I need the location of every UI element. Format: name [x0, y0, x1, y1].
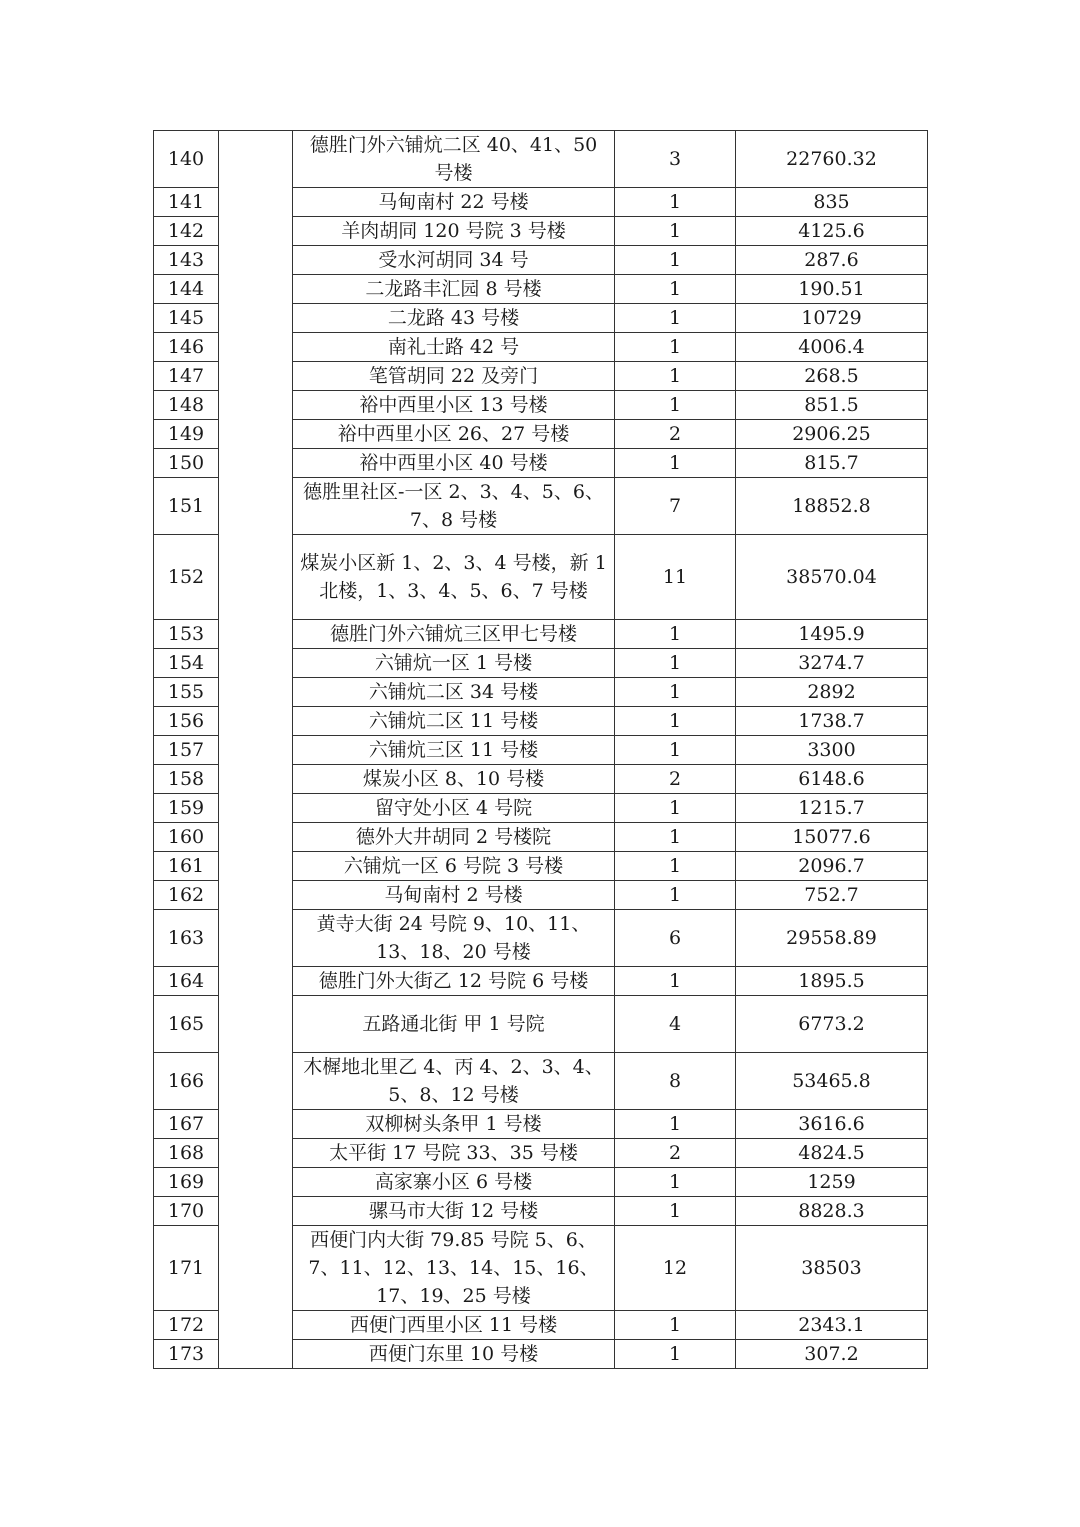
row-area: 6773.2: [736, 996, 928, 1053]
row-area: 287.6: [736, 246, 928, 275]
row-area: 1259: [736, 1168, 928, 1197]
row-number: 150: [154, 449, 219, 478]
row-number: 170: [154, 1197, 219, 1226]
row-count: 1: [615, 881, 736, 910]
row-count: 1: [615, 620, 736, 649]
row-address: 马甸南村 2 号楼: [293, 881, 615, 910]
row-address: 骡马市大街 12 号楼: [293, 1197, 615, 1226]
row-count: 2: [615, 765, 736, 794]
row-number: 148: [154, 391, 219, 420]
row-number: 142: [154, 217, 219, 246]
buildings-table: [153, 130, 928, 1369]
row-address: 受水河胡同 34 号: [293, 246, 615, 275]
row-number: 143: [154, 246, 219, 275]
row-area: 2892: [736, 678, 928, 707]
row-address: 留守处小区 4 号院: [293, 794, 615, 823]
row-area: 1495.9: [736, 620, 928, 649]
row-address: 煤炭小区 8、10 号楼: [293, 765, 615, 794]
row-count: 1: [615, 246, 736, 275]
row-address: 西便门内大街 79.85 号院 5、6、7、11、12、13、14、15、16、17、19、25 号楼: [293, 1226, 615, 1311]
row-number: 172: [154, 1311, 219, 1340]
row-address: 羊肉胡同 120 号院 3 号楼: [293, 217, 615, 246]
row-number: 144: [154, 275, 219, 304]
row-number: 158: [154, 765, 219, 794]
row-address: 德胜门外六铺炕三区甲七号楼: [293, 620, 615, 649]
row-address: 德外大井胡同 2 号楼院: [293, 823, 615, 852]
row-count: 7: [615, 478, 736, 535]
row-address: 西便门西里小区 11 号楼: [293, 1311, 615, 1340]
row-area: 3616.6: [736, 1110, 928, 1139]
row-count: 4: [615, 996, 736, 1053]
row-number: 153: [154, 620, 219, 649]
row-area: 4006.4: [736, 333, 928, 362]
row-area: 1895.5: [736, 967, 928, 996]
row-address: 煤炭小区新 1、2、3、4 号楼，新 1 北楼，1、3、4、5、6、7 号楼: [293, 535, 615, 620]
row-number: 171: [154, 1226, 219, 1311]
row-area: 2343.1: [736, 1311, 928, 1340]
row-count: 1: [615, 707, 736, 736]
row-address: 裕中西里小区 40 号楼: [293, 449, 615, 478]
row-area: 38570.04: [736, 535, 928, 620]
row-count: 1: [615, 391, 736, 420]
row-count: 1: [615, 1311, 736, 1340]
row-address: 二龙路 43 号楼: [293, 304, 615, 333]
row-count: 8: [615, 1053, 736, 1110]
row-address: 马甸南村 22 号楼: [293, 188, 615, 217]
row-area: 190.51: [736, 275, 928, 304]
row-count: 2: [615, 1139, 736, 1168]
row-area: 307.2: [736, 1340, 928, 1369]
row-count: 1: [615, 275, 736, 304]
row-number: 173: [154, 1340, 219, 1369]
row-area: 268.5: [736, 362, 928, 391]
row-area: 6148.6: [736, 765, 928, 794]
row-area: 4824.5: [736, 1139, 928, 1168]
row-address: 高家寨小区 6 号楼: [293, 1168, 615, 1197]
row-address: 双柳树头条甲 1 号楼: [293, 1110, 615, 1139]
row-count: 1: [615, 449, 736, 478]
row-address: 裕中西里小区 13 号楼: [293, 391, 615, 420]
row-count: 1: [615, 852, 736, 881]
row-count: 1: [615, 1168, 736, 1197]
row-number: 145: [154, 304, 219, 333]
row-address: 太平街 17 号院 33、35 号楼: [293, 1139, 615, 1168]
row-area: 1738.7: [736, 707, 928, 736]
row-area: 29558.89: [736, 910, 928, 967]
row-number: 169: [154, 1168, 219, 1197]
row-area: 851.5: [736, 391, 928, 420]
row-address: 六铺炕二区 11 号楼: [293, 707, 615, 736]
row-number: 165: [154, 996, 219, 1053]
row-number: 160: [154, 823, 219, 852]
row-number: 147: [154, 362, 219, 391]
row-number: 154: [154, 649, 219, 678]
row-number: 167: [154, 1110, 219, 1139]
row-area: 38503: [736, 1226, 928, 1311]
row-number: 146: [154, 333, 219, 362]
row-address: 笔管胡同 22 及旁门: [293, 362, 615, 391]
row-count: 11: [615, 535, 736, 620]
row-count: 1: [615, 362, 736, 391]
row-area: 835: [736, 188, 928, 217]
table-body: [154, 131, 928, 1369]
row-count: 1: [615, 1340, 736, 1369]
row-address: 南礼士路 42 号: [293, 333, 615, 362]
row-address: 西便门东里 10 号楼: [293, 1340, 615, 1369]
row-address: 德胜里社区-一区 2、3、4、5、6、7、8 号楼: [293, 478, 615, 535]
row-address: 六铺炕一区 6 号院 3 号楼: [293, 852, 615, 881]
row-number: 166: [154, 1053, 219, 1110]
row-number: 140: [154, 131, 219, 188]
row-address: 黄寺大街 24 号院 9、10、11、13、18、20 号楼: [293, 910, 615, 967]
row-number: 161: [154, 852, 219, 881]
row-area: 2096.7: [736, 852, 928, 881]
row-number: 152: [154, 535, 219, 620]
row-address: 裕中西里小区 26、27 号楼: [293, 420, 615, 449]
row-number: 141: [154, 188, 219, 217]
row-count: 1: [615, 304, 736, 333]
district-cell: [219, 131, 293, 1369]
row-address: 六铺炕一区 1 号楼: [293, 649, 615, 678]
row-area: 2906.25: [736, 420, 928, 449]
row-area: 3274.7: [736, 649, 928, 678]
row-number: 155: [154, 678, 219, 707]
row-number: 149: [154, 420, 219, 449]
row-area: 10729: [736, 304, 928, 333]
row-address: 二龙路丰汇园 8 号楼: [293, 275, 615, 304]
table-row: [154, 131, 928, 188]
row-number: 157: [154, 736, 219, 765]
row-count: 3: [615, 131, 736, 188]
row-count: 1: [615, 1197, 736, 1226]
row-count: 1: [615, 188, 736, 217]
row-area: 8828.3: [736, 1197, 928, 1226]
row-count: 1: [615, 1110, 736, 1139]
row-area: 18852.8: [736, 478, 928, 535]
row-count: 1: [615, 823, 736, 852]
row-area: 53465.8: [736, 1053, 928, 1110]
row-number: 162: [154, 881, 219, 910]
row-count: 1: [615, 678, 736, 707]
row-number: 168: [154, 1139, 219, 1168]
row-count: 6: [615, 910, 736, 967]
row-count: 1: [615, 649, 736, 678]
row-number: 151: [154, 478, 219, 535]
row-address: 德胜门外大街乙 12 号院 6 号楼: [293, 967, 615, 996]
row-address: 五路通北街 甲 1 号院: [293, 996, 615, 1053]
row-number: 156: [154, 707, 219, 736]
row-area: 4125.6: [736, 217, 928, 246]
row-count: 1: [615, 794, 736, 823]
row-count: 1: [615, 736, 736, 765]
row-address: 六铺炕二区 34 号楼: [293, 678, 615, 707]
row-number: 163: [154, 910, 219, 967]
row-area: 22760.32: [736, 131, 928, 188]
row-area: 3300: [736, 736, 928, 765]
row-area: 15077.6: [736, 823, 928, 852]
row-count: 2: [615, 420, 736, 449]
row-address: 德胜门外六铺炕二区 40、41、50 号楼: [293, 131, 615, 188]
row-number: 164: [154, 967, 219, 996]
row-area: 815.7: [736, 449, 928, 478]
row-area: 1215.7: [736, 794, 928, 823]
row-count: 1: [615, 333, 736, 362]
row-count: 1: [615, 967, 736, 996]
row-address: 六铺炕三区 11 号楼: [293, 736, 615, 765]
row-count: 1: [615, 217, 736, 246]
row-area: 752.7: [736, 881, 928, 910]
row-number: 159: [154, 794, 219, 823]
row-count: 12: [615, 1226, 736, 1311]
row-address: 木樨地北里乙 4、丙 4、2、3、4、5、8、12 号楼: [293, 1053, 615, 1110]
